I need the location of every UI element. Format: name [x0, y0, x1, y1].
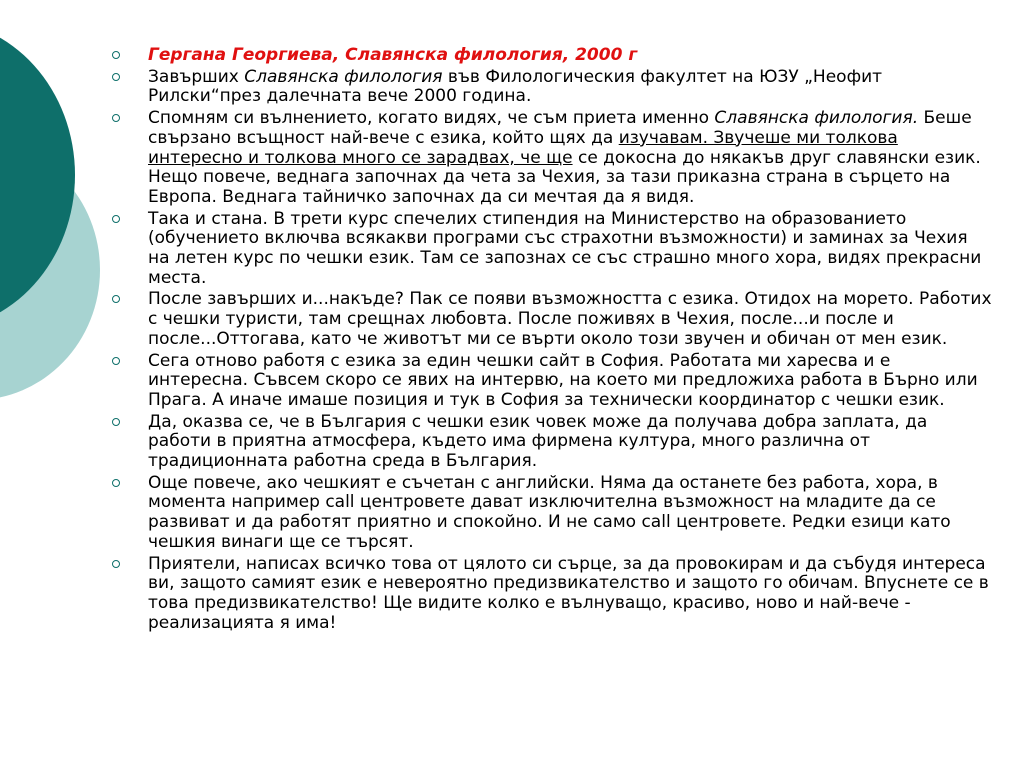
slide-title: Гергана Георгиева, Славянска филология, 2000 г	[148, 45, 638, 65]
bullet-item-1	[112, 68, 992, 107]
paragraph-text: Да, оказва се, че в България с чешки език човек може да получава добра заплата, да работи в приятна атмосфера, където има фирмена култура, много различна от традиционната работна среда в България.	[148, 411, 928, 472]
paragraph-text: Спомням си вълнението, когато видях, че съм приета именно	[148, 108, 715, 129]
paragraph-text: във Филологическия факултет на ЮЗУ „Неофит Рилски“през далечната вече 2000 година.	[148, 66, 883, 107]
paragraph-text: Още повече, ако чешкият е съчетан с английски. Няма да останете без работа, хора, в момента например call центровете дават изключителна възможност на младите да се развиват и да работят приятно и спокойно. И не само call центровете. Редки езици като чешкия винаги ще се търсят.	[148, 472, 951, 552]
bullet-circle-icon	[112, 418, 120, 426]
underlined-text: изучавам. Звучеше ми толкова интересно и толкова много се зарадвах, че ще	[148, 127, 898, 168]
bullet-item-6	[112, 413, 992, 472]
bullet-circle-icon	[112, 215, 120, 223]
bullet-item-3	[112, 210, 992, 289]
bullet-circle-icon	[112, 560, 120, 568]
bullet-item-7	[112, 474, 992, 553]
bullet-item-2	[112, 109, 992, 208]
paragraph-text: Сега отново работя с езика за един чешки сайт в София. Работата ми харесва и е интересна. Съвсем скоро се явих на интервю, на което ми предложиха работа в Бърно или Прага. А иначе имаше позиция и тук в София за технически координатор с чешки език.	[148, 350, 978, 410]
bullet-circle-icon	[112, 51, 120, 59]
slide-bullet-list	[112, 46, 992, 635]
paragraph-text: Завърших	[148, 66, 245, 87]
bullet-circle-icon	[112, 114, 120, 122]
bullet-item-4	[112, 290, 992, 349]
paragraph-text: се докосна до някакъв друг славянски език. Нещо повече, веднага започнах да чета за Чехия, за тази приказна страна в сърцето на Европа. Веднага тайничко започнах да си мечтая да я видя.	[148, 147, 981, 207]
paragraph-text: Беше свързано всъщност най-вече с езика, който щях да	[148, 108, 972, 148]
paragraph-text: После завърших и...накъде? Пак се появи възможността с езика. Отидох на морето. Работих с чешки туристи, там срещнах любовта. После поживях в Чехия, после...и после и после...Оттогава, като че животът ми се върти около този звучен и обичан от мен език.	[148, 289, 992, 349]
bullet-circle-icon	[112, 357, 120, 365]
bullet-circle-icon	[112, 73, 120, 81]
italic-text: Славянска филология	[244, 66, 443, 87]
paragraph-text: Приятели, написах всичко това от цялото си сърце, за да провокирам и да събудя интереса ви, защото самият език е невероятно предизвикателство и защото го обичам. Впуснете се в това предизвикателство! Ще видите колко е вълнуващо, красиво, ново и най-вече - реализацията я има!	[148, 553, 989, 633]
bullet-item-8	[112, 555, 992, 634]
bullet-circle-icon	[112, 295, 120, 303]
bullet-item-title	[112, 46, 992, 66]
bullet-circle-icon	[112, 479, 120, 487]
bullet-item-5	[112, 352, 992, 411]
paragraph-text: Така и стана. В трети курс спечелих стипендия на Министерство на образованието (обучението включва всякакви програми със страхотни възможности) и заминах за Чехия на летен курс по чешки език. Там се запознах се със страшно много хора, видях прекрасни места.	[148, 208, 982, 288]
italic-text: Славянска филология.	[714, 108, 919, 129]
